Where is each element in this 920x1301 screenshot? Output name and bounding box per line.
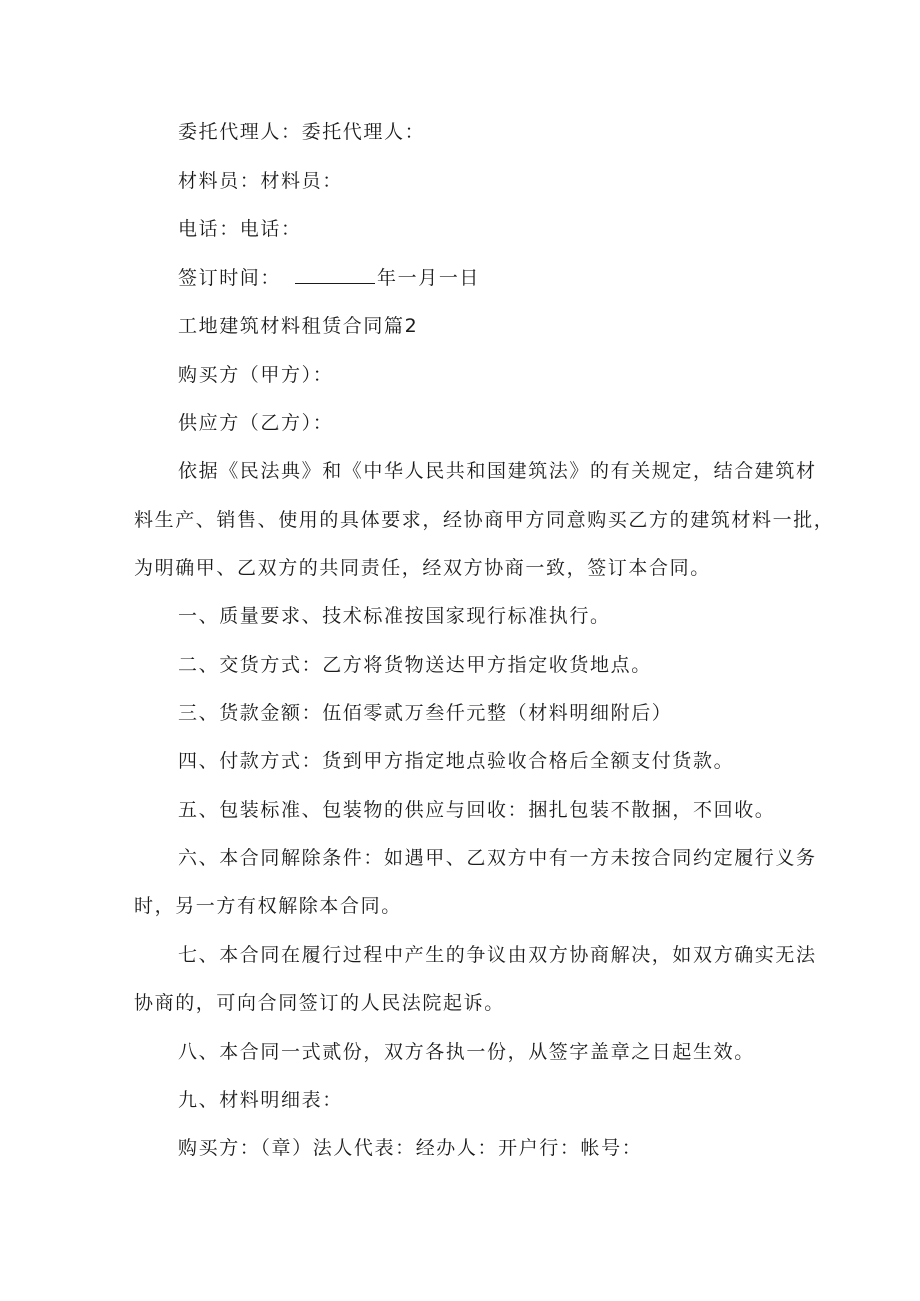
phone-line: 电话：电话：: [178, 218, 302, 240]
clause-8: 八、本合同一式贰份，双方各执一份，从签字盖章之日起生效。: [178, 1041, 755, 1063]
supplier-line: 供应方（乙方）：: [178, 412, 334, 434]
section-title: 工地建筑材料租赁合同篇2: [178, 315, 419, 337]
buyer-line: 购买方（甲方）：: [178, 364, 334, 386]
clause-4: 四、付款方式：货到甲方指定地点验收合格后全额支付货款。: [178, 750, 735, 772]
clause-1: 一、质量要求、技术标准按国家现行标准执行。: [178, 605, 611, 627]
material-staff-line: 材料员：材料员：: [178, 170, 343, 192]
clause-6-line-1: 六、本合同解除条件：如遇甲、乙双方中有一方未按合同约定履行义务: [178, 847, 817, 869]
intro-line-1: 依据《民法典》和《中华人民共和国建筑法》的有关规定，结合建筑材: [178, 460, 817, 482]
date-blank: [295, 265, 375, 284]
buyer-signature-line: 购买方：（章）法人代表：经办人：开户行：帐号：: [178, 1137, 643, 1159]
sign-time-label: 签订时间：: [178, 267, 282, 289]
clause-6-line-2: 时，另一方有权解除本合同。: [134, 895, 402, 917]
intro-line-2: 料生产、销售、使用的具体要求，经协商甲方同意购买乙方的建筑材料一批，: [134, 509, 835, 531]
clause-7-line-1: 七、本合同在履行过程中产生的争议由双方协商解决，如双方确实无法: [178, 944, 817, 966]
clause-9: 九、材料明细表：: [178, 1089, 343, 1111]
intro-line-3: 为明确甲、乙双方的共同责任，经双方协商一致，签订本合同。: [134, 557, 711, 579]
clause-7-line-2: 协商的，可向合同签订的人民法院起诉。: [134, 992, 505, 1014]
clause-5: 五、包装标准、包装物的供应与回收：捆扎包装不散捆，不回收。: [178, 799, 776, 821]
clause-3: 三、货款金额：伍佰零贰万叁仟元整（材料明细附后）: [178, 702, 673, 724]
agent-line: 委托代理人：委托代理人：: [178, 121, 426, 143]
sign-time-suffix: 年一月一日: [377, 267, 481, 289]
clause-2: 二、交货方式：乙方将货物送达甲方指定收货地点。: [178, 654, 652, 676]
sign-time-line: [178, 265, 480, 290]
